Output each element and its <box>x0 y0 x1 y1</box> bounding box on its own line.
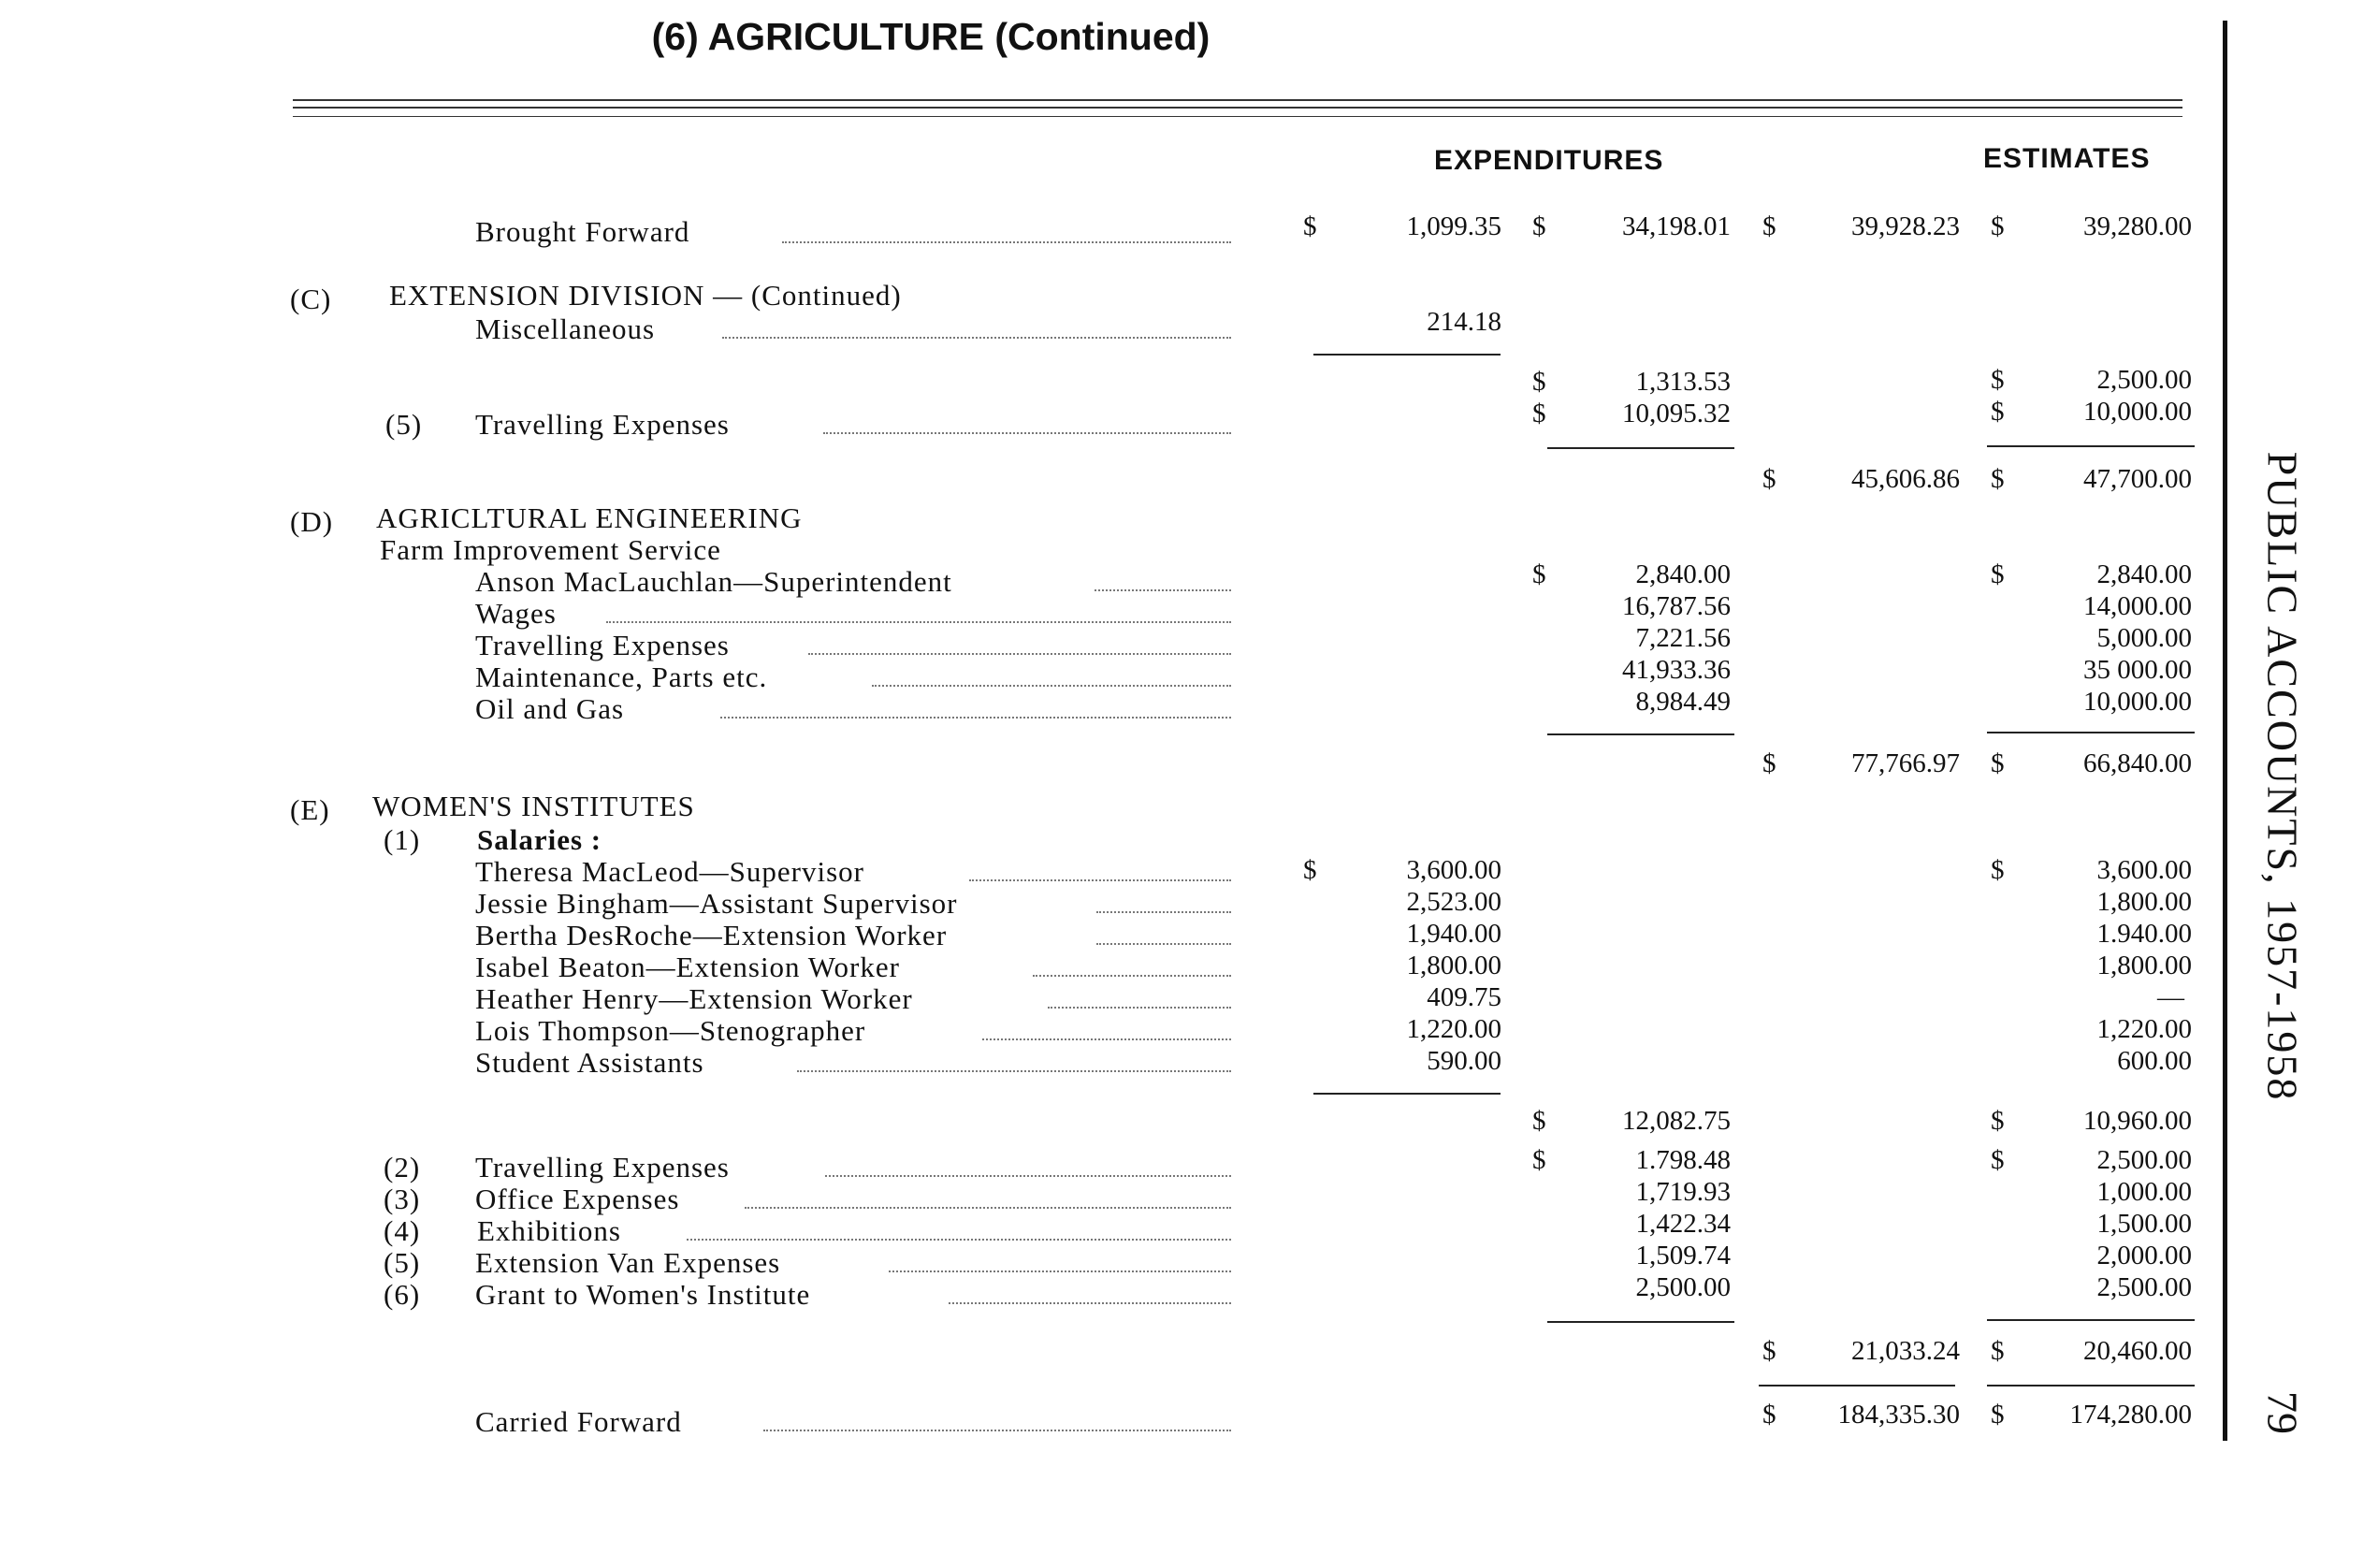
leader-dots <box>722 337 1231 339</box>
e-total-c4: 20,460.00 <box>2083 1336 2192 1366</box>
item-number: (3) <box>384 1183 421 1215</box>
dollar-sign: $ <box>1532 559 1546 589</box>
dollar-sign: $ <box>1991 464 2005 494</box>
dollar-sign: $ <box>1762 211 1776 241</box>
misc-label: Miscellaneous <box>475 312 656 345</box>
maint-c4: 35 000.00 <box>2083 655 2192 685</box>
leader-dots <box>782 241 1231 243</box>
travel5-c4: 10,000.00 <box>2083 397 2192 427</box>
leader-dots <box>872 685 1231 687</box>
item-number: (5) <box>385 408 423 441</box>
estimates-header: ESTIMATES <box>1983 143 2151 174</box>
heather-c4: — <box>2157 982 2184 1012</box>
e-total-c3: 21,033.24 <box>1851 1336 1960 1366</box>
dollar-sign: $ <box>1762 748 1776 778</box>
students-c1: 590.00 <box>1427 1046 1501 1076</box>
grant-label: Grant to Women's Institute <box>475 1278 811 1311</box>
van-label: Extension Van Expenses <box>475 1246 781 1279</box>
dollar-sign: $ <box>1991 559 2005 589</box>
header-rule <box>293 107 2182 109</box>
header-rule <box>293 116 2182 117</box>
leader-dots <box>823 432 1231 434</box>
leader-dots <box>1048 1007 1231 1009</box>
item-number: (4) <box>384 1214 421 1247</box>
d-travel-c4: 5,000.00 <box>2096 623 2192 653</box>
ext-sub-c2: 1,313.53 <box>1635 367 1731 397</box>
leader-dots <box>889 1270 1231 1272</box>
salaries-subtitle: Salaries : <box>477 823 602 856</box>
carried-forward-c4: 174,280.00 <box>2069 1400 2192 1430</box>
oil-label: Oil and Gas <box>475 692 625 725</box>
e-travel-label: Travelling Expenses <box>475 1151 730 1183</box>
heather-c1: 409.75 <box>1427 982 1501 1012</box>
exhib-c2: 1,422.34 <box>1635 1209 1731 1239</box>
underline <box>1547 447 1734 449</box>
office-c4: 1,000.00 <box>2096 1177 2192 1207</box>
leader-dots <box>797 1070 1231 1072</box>
oil-c2: 8,984.49 <box>1635 687 1731 717</box>
bertha-label: Bertha DesRoche—Extension Worker <box>475 919 948 951</box>
theresa-c1: 3,600.00 <box>1406 855 1501 885</box>
jessie-c4: 1,800.00 <box>2096 887 2192 917</box>
travel5-c2: 10,095.32 <box>1622 399 1731 428</box>
dollar-sign: $ <box>1991 1106 2005 1136</box>
van-c4: 2,000.00 <box>2096 1241 2192 1270</box>
leader-dots <box>763 1430 1231 1431</box>
item-number: (1) <box>384 823 421 856</box>
salaries-total-c4: 10,960.00 <box>2083 1106 2192 1136</box>
c-total-c3: 45,606.86 <box>1851 464 1960 494</box>
d-travel-c2: 7,221.56 <box>1635 623 1731 653</box>
d-total-c3: 77,766.97 <box>1851 748 1960 778</box>
leader-dots <box>1095 589 1231 591</box>
section-d-title: AGRICLTURAL ENGINEERING <box>376 501 803 534</box>
brought-forward-c2: 34,198.01 <box>1622 211 1731 241</box>
section-c-title: EXTENSION DIVISION — (Continued) <box>389 279 902 312</box>
oil-c4: 10,000.00 <box>2083 687 2192 717</box>
brought-forward-c1: 1,099.35 <box>1406 211 1501 241</box>
page-number: 79 <box>2258 1391 2307 1434</box>
page-title: (6) AGRICULTURE (Continued) <box>651 15 1211 58</box>
section-d-subtitle: Farm Improvement Service <box>380 533 721 566</box>
wages-c2: 16,787.56 <box>1622 591 1731 621</box>
underline <box>1987 732 2195 733</box>
dollar-sign: $ <box>1532 1106 1546 1136</box>
underline <box>1313 1093 1501 1095</box>
anson-c4: 2,840.00 <box>2096 559 2192 589</box>
item-number: (6) <box>384 1278 421 1311</box>
exhib-label: Exhibitions <box>477 1214 621 1247</box>
leader-dots <box>720 717 1231 719</box>
heather-label: Heather Henry—Extension Worker <box>475 982 913 1015</box>
dollar-sign: $ <box>1991 1336 2005 1366</box>
lois-c4: 1,220.00 <box>2096 1014 2192 1044</box>
item-number: (2) <box>384 1151 421 1183</box>
dollar-sign: $ <box>1762 464 1776 494</box>
dollar-sign: $ <box>1532 1145 1546 1175</box>
students-c4: 600.00 <box>2117 1046 2192 1076</box>
item-number: (5) <box>384 1246 421 1279</box>
leader-dots <box>808 653 1231 655</box>
header-rule <box>293 99 2182 101</box>
dollar-sign: $ <box>1991 365 2005 395</box>
underline <box>1759 1385 1955 1387</box>
dollar-sign: $ <box>1532 211 1546 241</box>
dollar-sign: $ <box>1991 211 2005 241</box>
maint-c2: 41,933.36 <box>1622 655 1731 685</box>
travel5-label: Travelling Expenses <box>475 408 730 441</box>
brought-forward-c4: 39,280.00 <box>2083 211 2192 241</box>
dollar-sign: $ <box>1532 399 1546 428</box>
theresa-label: Theresa MacLeod—Supervisor <box>475 855 864 888</box>
maint-label: Maintenance, Parts etc. <box>475 661 768 693</box>
office-c2: 1,719.93 <box>1635 1177 1731 1207</box>
wages-c4: 14,000.00 <box>2083 591 2192 621</box>
leader-dots <box>1096 943 1231 945</box>
leader-dots <box>969 879 1231 881</box>
exhib-c4: 1,500.00 <box>2096 1209 2192 1239</box>
ext-sub-c4: 2,500.00 <box>2096 365 2192 395</box>
leader-dots <box>1033 975 1231 977</box>
students-label: Student Assistants <box>475 1046 704 1079</box>
carried-forward-label: Carried Forward <box>475 1405 682 1438</box>
anson-label: Anson MacLauchlan—Superintendent <box>475 565 952 598</box>
brought-forward-c3: 39,928.23 <box>1851 211 1960 241</box>
section-e-title: WOMEN'S INSTITUTES <box>372 790 695 822</box>
brought-forward-label: Brought Forward <box>475 215 690 248</box>
theresa-c4: 3,600.00 <box>2096 855 2192 885</box>
section-d-letter: (D) <box>290 505 334 538</box>
section-e-letter: (E) <box>290 793 330 826</box>
section-c-letter: (C) <box>290 283 332 315</box>
lois-label: Lois Thompson—Stenographer <box>475 1014 866 1047</box>
jessie-label: Jessie Bingham—Assistant Supervisor <box>475 887 958 920</box>
anson-c2: 2,840.00 <box>1635 559 1731 589</box>
leader-dots <box>1096 911 1231 913</box>
margin-rule <box>2223 21 2227 1441</box>
dollar-sign: $ <box>1991 1400 2005 1430</box>
office-label: Office Expenses <box>475 1183 680 1215</box>
grant-c4: 2,500.00 <box>2096 1272 2192 1302</box>
e-travel-c2: 1.798.48 <box>1635 1145 1731 1175</box>
dollar-sign: $ <box>1991 1145 2005 1175</box>
van-c2: 1,509.74 <box>1635 1241 1731 1270</box>
underline <box>1313 354 1501 356</box>
dollar-sign: $ <box>1303 211 1317 241</box>
bertha-c4: 1.940.00 <box>2096 919 2192 949</box>
underline <box>1547 733 1734 735</box>
dollar-sign: $ <box>1532 367 1546 397</box>
leader-dots <box>982 1038 1231 1040</box>
underline <box>1987 445 2195 447</box>
d-total-c4: 66,840.00 <box>2083 748 2192 778</box>
isabel-c1: 1,800.00 <box>1406 951 1501 980</box>
dollar-sign: $ <box>1762 1336 1776 1366</box>
dollar-sign: $ <box>1762 1400 1776 1430</box>
jessie-c1: 2,523.00 <box>1406 887 1501 917</box>
isabel-label: Isabel Beaton—Extension Worker <box>475 951 900 983</box>
d-travel-label: Travelling Expenses <box>475 629 730 661</box>
leader-dots <box>606 621 1231 623</box>
dollar-sign: $ <box>1991 855 2005 885</box>
underline <box>1987 1319 2195 1321</box>
bertha-c1: 1,940.00 <box>1406 919 1501 949</box>
leader-dots <box>687 1239 1231 1241</box>
leader-dots <box>745 1207 1231 1209</box>
dollar-sign: $ <box>1991 397 2005 427</box>
dollar-sign: $ <box>1991 748 2005 778</box>
expenditures-header: EXPENDITURES <box>1434 145 1664 176</box>
running-header: PUBLIC ACCOUNTS, 1957-1958 <box>2258 451 2307 1102</box>
dollar-sign: $ <box>1303 855 1317 885</box>
underline <box>1547 1321 1734 1323</box>
misc-c1: 214.18 <box>1427 307 1501 337</box>
wages-label: Wages <box>475 597 557 630</box>
carried-forward-c3: 184,335.30 <box>1837 1400 1960 1430</box>
c-total-c4: 47,700.00 <box>2083 464 2192 494</box>
leader-dots <box>825 1175 1231 1177</box>
grant-c2: 2,500.00 <box>1635 1272 1731 1302</box>
lois-c1: 1,220.00 <box>1406 1014 1501 1044</box>
isabel-c4: 1,800.00 <box>2096 951 2192 980</box>
salaries-total-c2: 12,082.75 <box>1622 1106 1731 1136</box>
e-travel-c4: 2,500.00 <box>2096 1145 2192 1175</box>
underline <box>1987 1385 2195 1387</box>
leader-dots <box>949 1302 1231 1304</box>
